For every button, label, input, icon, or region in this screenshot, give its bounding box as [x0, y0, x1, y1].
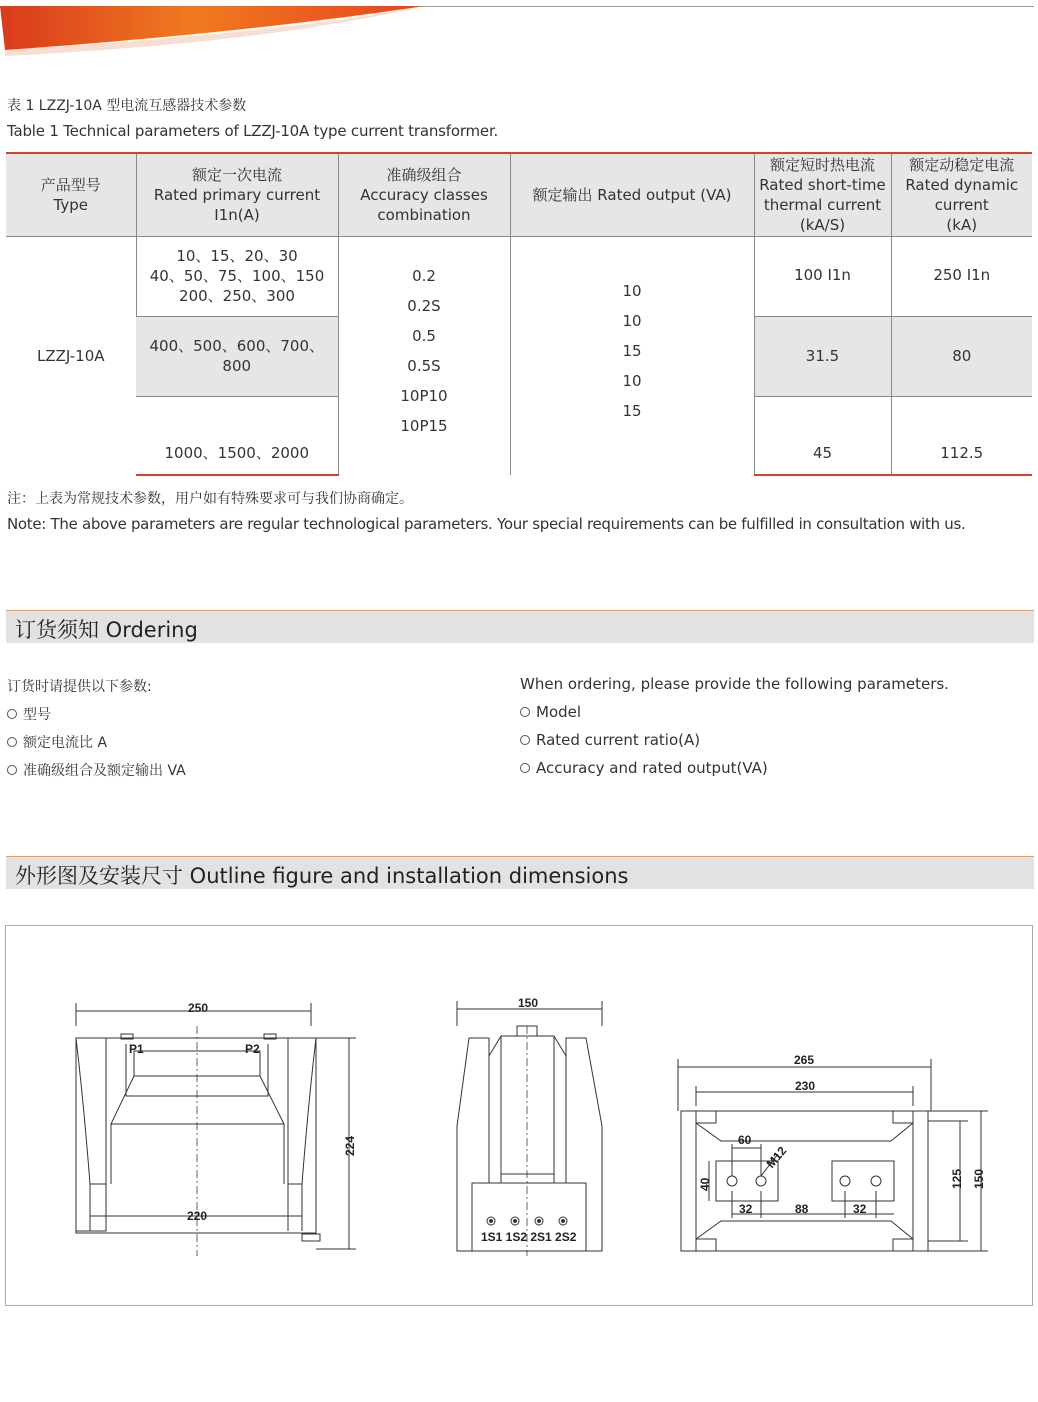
header-dynamic-en: Rated dynamic: [905, 175, 1019, 194]
bullet-circle-icon: [520, 735, 530, 745]
primary-value: 400、500、600、700、: [149, 337, 325, 355]
table-row: [6, 236, 1032, 316]
header-thermal: [754, 153, 891, 236]
header-primary-en: Rated primary current: [153, 185, 321, 204]
bullet-circle-icon: [7, 737, 17, 747]
thermal-cell-1: 100 I1n: [754, 236, 891, 316]
ordering-list-cn: [7, 676, 186, 788]
ordering-intro-en: When ordering, please provide the following parameters.: [520, 675, 949, 693]
note-en: Note: The above parameters are regular technological parameters. Your special requirements can be fulfilled in consultation with us.: [7, 515, 966, 533]
bullet-circle-icon: [520, 763, 530, 773]
bullet-circle-icon: [7, 765, 17, 775]
header-type-cn: 产品型号: [40, 175, 101, 194]
list-item: [7, 732, 186, 760]
header-thermal-unit: (kA/S): [799, 215, 846, 234]
accuracy-value: 0.5: [412, 326, 436, 345]
primary-cell-2: [136, 316, 338, 396]
dim-bottom-h40: 40: [698, 1177, 712, 1191]
dynamic-cell-1: 250 I1n: [891, 236, 1032, 316]
accuracy-value: 0.2S: [407, 296, 441, 315]
thermal-cell-3: 45: [754, 396, 891, 475]
table-caption-cn: 表 1 LZZJ-10A 型电流互感器技术参数: [7, 98, 247, 114]
note-cn: 注：上表为常规技术参数，用户如有特殊要求可与我们协商确定。: [7, 491, 413, 507]
output-cell: [510, 236, 754, 475]
ordering-item-label: 额定电流比 A: [23, 735, 108, 751]
outline-drawing-frame: [5, 925, 1033, 1306]
header-swoosh: [0, 0, 1038, 60]
output-value: 10: [622, 281, 642, 300]
output-value: 15: [622, 401, 642, 420]
ordering-item-label: Rated current ratio(A): [536, 731, 701, 749]
header-type-en: Type: [53, 195, 88, 214]
accuracy-value: 10P10: [400, 386, 448, 405]
dim-front-height: 224: [343, 1135, 357, 1156]
ordering-item-label: Accuracy and rated output(VA): [536, 759, 768, 777]
bolt-size-label: M12: [763, 1143, 790, 1171]
accuracy-value: 0.5S: [407, 356, 441, 375]
terminal-p2-label: P2: [245, 1042, 260, 1056]
parameters-table: [6, 152, 1032, 476]
header-primary-cn: 额定一次电流: [191, 165, 282, 184]
accuracy-value: 0.2: [412, 266, 436, 285]
accuracy-value: 10P15: [400, 416, 448, 435]
table-caption-en: Table 1 Technical parameters of LZZJ-10A type current transformer.: [7, 122, 499, 140]
header-accuracy-en: Accuracy classes: [360, 185, 488, 204]
header-dynamic-cn: 额定动稳定电流: [909, 155, 1015, 174]
terminal-p1-label: P1: [129, 1042, 144, 1056]
ordering-item-label: Model: [536, 703, 582, 721]
dim-front-width: 250: [188, 1001, 209, 1015]
dim-bottom-s32b: 32: [853, 1202, 867, 1216]
bottom-view: [678, 1059, 988, 1251]
ordering-list-en: [520, 675, 949, 787]
list-item: [7, 760, 186, 788]
primary-value: 200、250、300: [179, 287, 295, 305]
header-dynamic-en2: current: [934, 195, 989, 214]
dim-bottom-outer: 265: [794, 1053, 815, 1067]
ordering-item-label: 型号: [23, 707, 51, 723]
header-dynamic-unit: (kA): [946, 215, 978, 234]
dynamic-cell-2: 80: [891, 316, 1032, 396]
primary-value: 800: [222, 357, 252, 375]
header-thermal-en2: thermal current: [763, 195, 882, 214]
dim-bottom-h150: 150: [972, 1168, 986, 1189]
dim-side-width: 150: [518, 996, 539, 1010]
dim-bottom-h125: 125: [950, 1168, 964, 1189]
header-type: [6, 153, 136, 236]
dynamic-cell-3: 112.5: [891, 396, 1032, 475]
side-view: [457, 1001, 602, 1256]
list-item: [520, 759, 949, 787]
ordering-section-bar: [6, 610, 1034, 643]
ordering-title: 订货须知 Ordering: [15, 618, 198, 642]
bullet-circle-icon: [520, 707, 530, 717]
header-dynamic: [891, 153, 1032, 236]
dim-bottom-gap: 60: [738, 1133, 752, 1147]
outline-section-bar: [6, 856, 1034, 889]
front-view: [76, 1003, 356, 1256]
list-item: [520, 703, 949, 731]
dim-bottom-inner: 230: [795, 1079, 816, 1093]
table-header-row: [6, 153, 1032, 236]
header-rule: [420, 6, 1034, 7]
header-thermal-cn: 额定短时热电流: [769, 155, 875, 174]
primary-value: 40、50、75、100、150: [149, 267, 325, 285]
bullet-circle-icon: [7, 709, 17, 719]
ordering-item-label: 准确级组合及额定输出 VA: [23, 763, 186, 779]
dim-bottom-s88: 88: [795, 1202, 809, 1216]
header-primary-unit: I1n(A): [214, 205, 260, 224]
thermal-cell-2: 31.5: [754, 316, 891, 396]
header-accuracy-en2: combination: [377, 205, 471, 224]
header-primary: [136, 153, 338, 236]
header-accuracy-cn: 准确级组合: [386, 165, 462, 184]
header-accuracy: [338, 153, 510, 236]
output-value: 10: [622, 311, 642, 330]
primary-cell-1: [136, 236, 338, 316]
header-thermal-en: Rated short-time: [759, 175, 886, 194]
accuracy-cell: [338, 236, 510, 475]
header-output: 额定输出 Rated output (VA): [510, 153, 754, 236]
list-item: [520, 731, 949, 759]
dim-front-base: 220: [187, 1209, 208, 1223]
output-value: 15: [622, 341, 642, 360]
terminal-labels: 1S1 1S2 2S1 2S2: [481, 1230, 577, 1244]
primary-cell-3: 1000、1500、2000: [136, 396, 338, 475]
output-value: 10: [622, 371, 642, 390]
outline-title: 外形图及安装尺寸 Outline figure and installation dimensions: [15, 864, 629, 888]
outline-drawings: [6, 926, 1034, 1307]
list-item: [7, 704, 186, 732]
type-cell: LZZJ-10A: [36, 346, 105, 365]
dim-bottom-s32a: 32: [739, 1202, 753, 1216]
ordering-intro-cn: 订货时请提供以下参数:: [7, 679, 152, 695]
primary-value: 10、15、20、30: [176, 247, 298, 265]
